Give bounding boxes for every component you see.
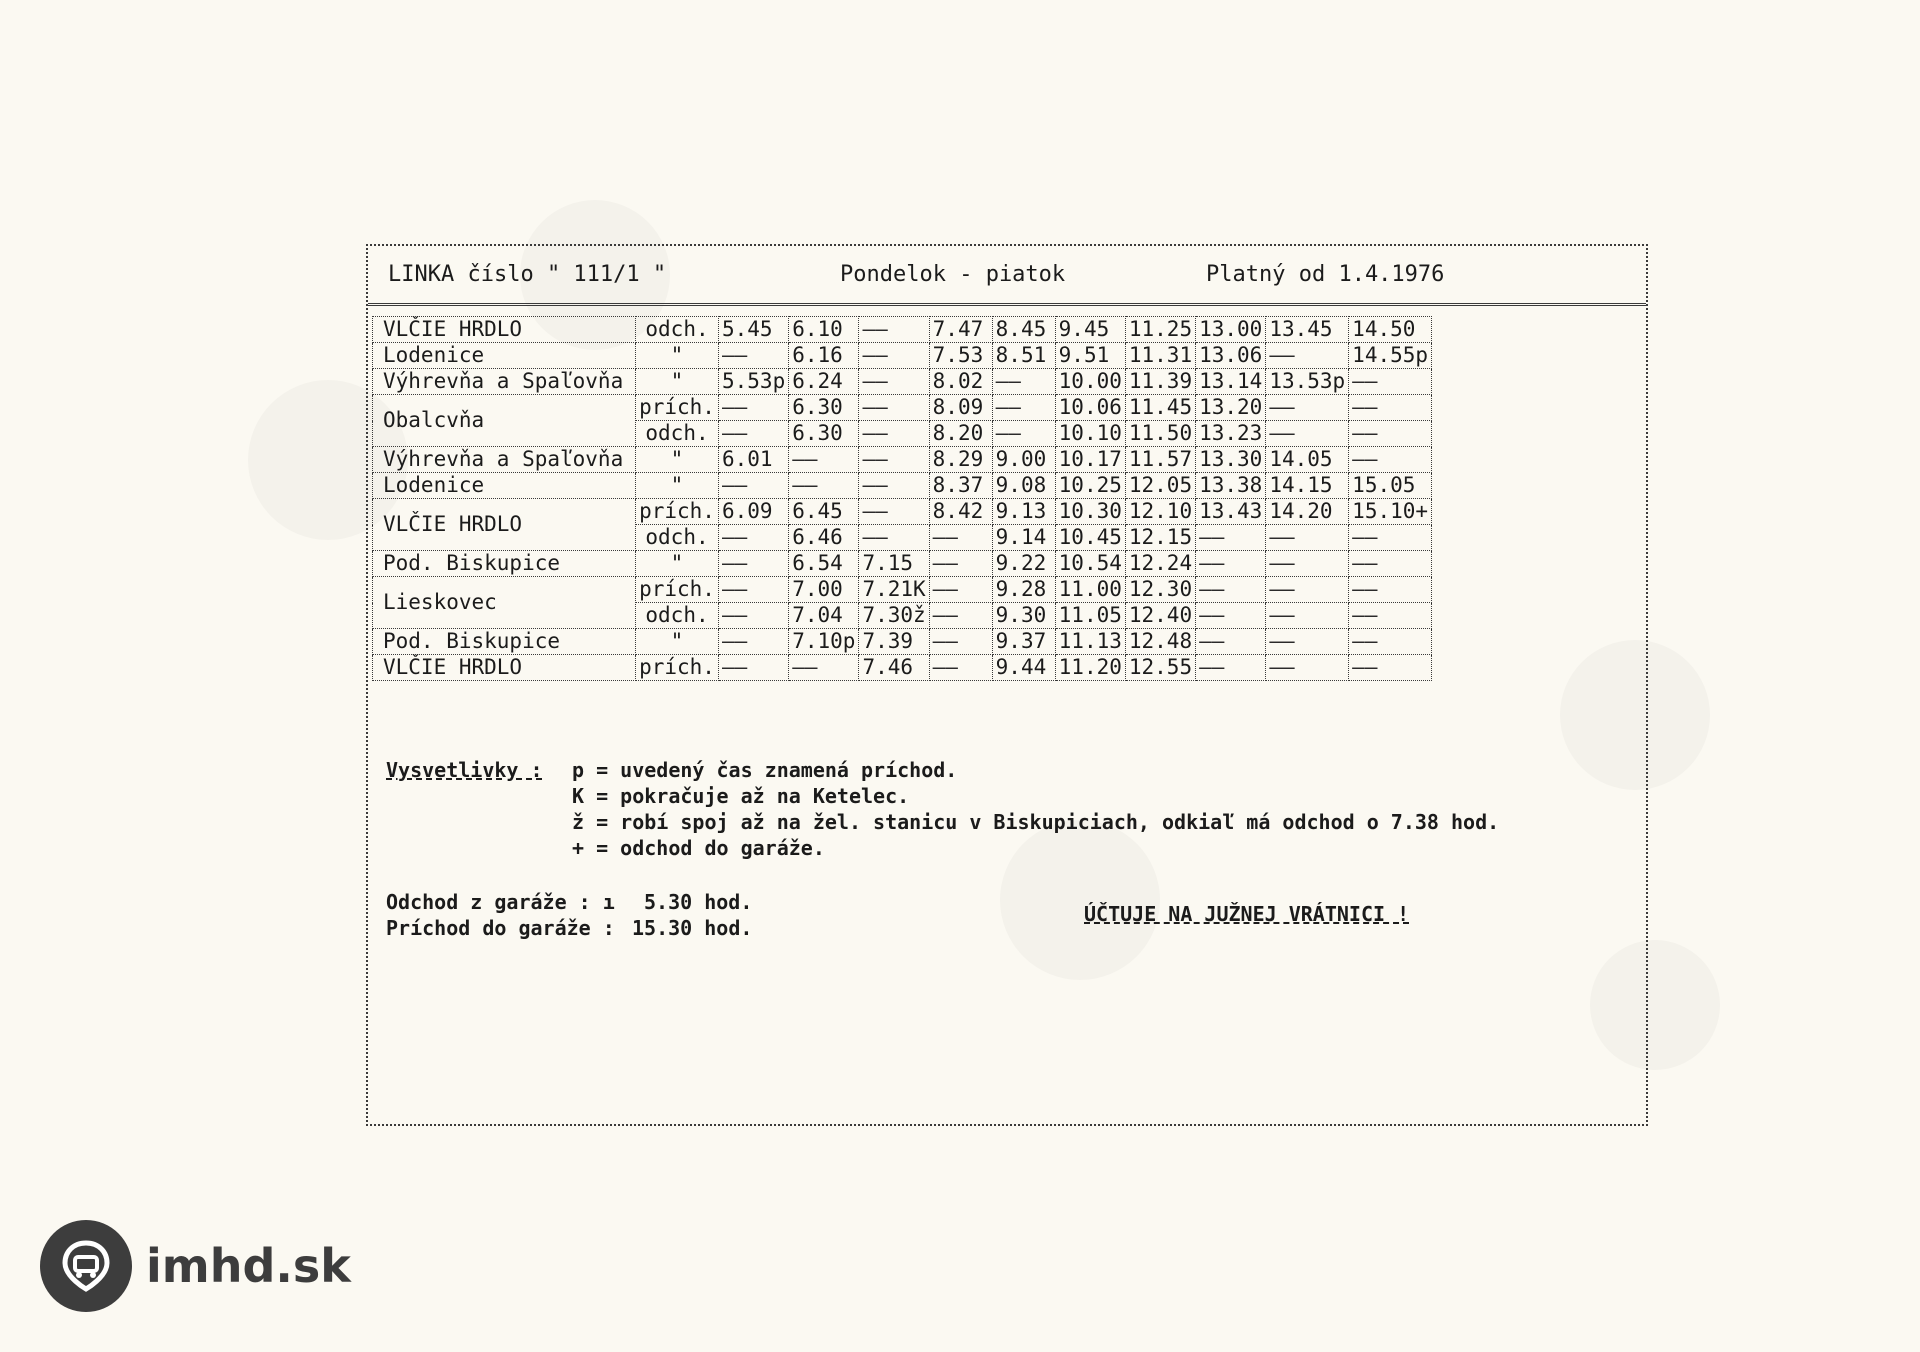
departure-time: 9.00 <box>992 447 1055 473</box>
departure-time: —— <box>719 629 789 655</box>
legend-title: Vysvetlivky : <box>386 758 543 782</box>
arrival-departure-type: odch. <box>636 317 719 343</box>
departure-time: 8.42 <box>929 499 992 525</box>
departure-time: —— <box>1349 655 1432 681</box>
empty-cell <box>1432 343 1559 369</box>
departure-time: —— <box>719 421 789 447</box>
departure-time: 9.08 <box>992 473 1055 499</box>
departure-time: —— <box>1266 655 1349 681</box>
departure-time: 13.14 <box>1196 369 1266 395</box>
departure-time: —— <box>1349 577 1432 603</box>
departure-time: 6.30 <box>789 395 859 421</box>
legend-item: K = pokračuje až na Ketelec. <box>572 784 910 808</box>
departure-time: —— <box>719 551 789 577</box>
departure-time: —— <box>1196 577 1266 603</box>
table-row <box>373 447 1559 473</box>
departure-time: 13.43 <box>1196 499 1266 525</box>
departure-time: 10.54 <box>1055 551 1125 577</box>
garage-in-label: Príchod do garáže : <box>386 916 615 940</box>
departure-time: 7.10p <box>789 629 859 655</box>
table-row <box>373 317 1559 343</box>
table-row <box>373 395 1559 421</box>
departure-time: 9.22 <box>992 551 1055 577</box>
departure-time: 9.44 <box>992 655 1055 681</box>
departure-time: 8.09 <box>929 395 992 421</box>
departure-time: —— <box>719 603 789 629</box>
departure-time: 14.05 <box>1266 447 1349 473</box>
departure-time: 7.30ž <box>859 603 929 629</box>
validity-date: Platný od 1.4.1976 <box>1206 262 1445 287</box>
departure-time: 10.06 <box>1055 395 1125 421</box>
arrival-departure-type: prích. <box>636 395 719 421</box>
empty-cell <box>1432 629 1559 655</box>
departure-time: 9.45 <box>1055 317 1125 343</box>
stop-name: Lodenice <box>373 343 636 369</box>
stop-name: Pod. Biskupice <box>373 629 636 655</box>
arrival-departure-type: " <box>636 629 719 655</box>
departure-time: —— <box>929 525 992 551</box>
empty-cell <box>1432 447 1559 473</box>
arrival-departure-type: odch. <box>636 525 719 551</box>
departure-time: 6.09 <box>719 499 789 525</box>
stop-name: VLČIE HRDLO <box>373 499 636 551</box>
departure-time: 12.10 <box>1125 499 1195 525</box>
departure-time: 15.05 <box>1349 473 1432 499</box>
departure-time: 13.38 <box>1196 473 1266 499</box>
departure-time: —— <box>1266 525 1349 551</box>
departure-time: 9.37 <box>992 629 1055 655</box>
departure-time: 12.40 <box>1125 603 1195 629</box>
departure-time: 11.00 <box>1055 577 1125 603</box>
departure-time: 10.17 <box>1055 447 1125 473</box>
departure-time: —— <box>1196 655 1266 681</box>
departure-time: 11.13 <box>1055 629 1125 655</box>
departure-time: 12.24 <box>1125 551 1195 577</box>
garage-out-label: Odchod z garáže : ı <box>386 890 615 914</box>
departure-time: 6.30 <box>789 421 859 447</box>
departure-time: 8.20 <box>929 421 992 447</box>
stop-name: Obalcvňa <box>373 395 636 447</box>
departure-time: 14.50 <box>1349 317 1432 343</box>
departure-time: —— <box>992 369 1055 395</box>
table-row <box>373 551 1559 577</box>
empty-cell <box>1432 499 1559 525</box>
empty-cell <box>1432 577 1559 603</box>
departure-time: 9.30 <box>992 603 1055 629</box>
departure-time: 11.31 <box>1125 343 1195 369</box>
departure-time: 12.30 <box>1125 577 1195 603</box>
departure-time: —— <box>719 577 789 603</box>
operating-days: Pondelok - piatok <box>840 262 1066 287</box>
departure-time: —— <box>859 499 929 525</box>
departure-time: 11.50 <box>1125 421 1195 447</box>
arrival-departure-type: " <box>636 369 719 395</box>
empty-cell <box>1432 655 1559 681</box>
departure-time: 11.45 <box>1125 395 1195 421</box>
departure-time: —— <box>1196 603 1266 629</box>
departure-time: —— <box>1266 395 1349 421</box>
departure-time: 13.20 <box>1196 395 1266 421</box>
stop-name: Výhrevňa a Spaľovňa <box>373 447 636 473</box>
arrival-departure-type: " <box>636 551 719 577</box>
departure-time: 6.24 <box>789 369 859 395</box>
departure-time: 13.30 <box>1196 447 1266 473</box>
departure-time: —— <box>1349 629 1432 655</box>
departure-time: 12.05 <box>1125 473 1195 499</box>
departure-time: 11.57 <box>1125 447 1195 473</box>
departure-time: 13.53p <box>1266 369 1349 395</box>
departure-time: 7.39 <box>859 629 929 655</box>
departure-time: —— <box>1266 577 1349 603</box>
stop-name: Lodenice <box>373 473 636 499</box>
departure-time: —— <box>859 343 929 369</box>
departure-time: —— <box>859 317 929 343</box>
brand-name: imhd.sk <box>146 1239 351 1293</box>
departure-time: 14.15 <box>1266 473 1349 499</box>
departure-time: —— <box>1266 551 1349 577</box>
table-row <box>373 369 1559 395</box>
departure-time: 10.00 <box>1055 369 1125 395</box>
departure-time: 7.47 <box>929 317 992 343</box>
departure-time: 7.04 <box>789 603 859 629</box>
arrival-departure-type: prích. <box>636 577 719 603</box>
departure-time: 6.45 <box>789 499 859 525</box>
departure-time: —— <box>1196 551 1266 577</box>
empty-cell <box>1432 369 1559 395</box>
empty-cell <box>1432 551 1559 577</box>
departure-time: 7.46 <box>859 655 929 681</box>
line-number: LINKA číslo " 111/1 " <box>388 262 667 287</box>
arrival-departure-type: " <box>636 473 719 499</box>
departure-time: 11.39 <box>1125 369 1195 395</box>
arrival-departure-type: prích. <box>636 655 719 681</box>
departure-time: —— <box>719 655 789 681</box>
table-row <box>373 343 1559 369</box>
empty-cell <box>1432 473 1559 499</box>
departure-time: 13.45 <box>1266 317 1349 343</box>
departure-time: 8.37 <box>929 473 992 499</box>
departure-time: —— <box>1349 603 1432 629</box>
timetable-table <box>372 316 1558 681</box>
departure-time: 10.45 <box>1055 525 1125 551</box>
departure-time: —— <box>1266 603 1349 629</box>
departure-time: —— <box>719 395 789 421</box>
departure-time: —— <box>719 343 789 369</box>
departure-time: 6.16 <box>789 343 859 369</box>
departure-time: 15.10+ <box>1349 499 1432 525</box>
departure-time: —— <box>859 395 929 421</box>
departure-time: —— <box>719 525 789 551</box>
departure-time: 11.25 <box>1125 317 1195 343</box>
arrival-departure-type: prích. <box>636 499 719 525</box>
departure-time: —— <box>929 655 992 681</box>
garage-out-time: 5.30 hod. <box>644 890 753 914</box>
stop-name: Lieskovec <box>373 577 636 629</box>
departure-time: —— <box>1349 395 1432 421</box>
departure-time: 8.45 <box>992 317 1055 343</box>
arrival-departure-type: odch. <box>636 603 719 629</box>
table-row <box>373 655 1559 681</box>
stop-name: VLČIE HRDLO <box>373 655 636 681</box>
departure-time: 9.28 <box>992 577 1055 603</box>
empty-cell <box>1432 317 1559 343</box>
departure-time: —— <box>929 603 992 629</box>
stop-name: VLČIE HRDLO <box>373 317 636 343</box>
empty-cell <box>1432 603 1559 629</box>
departure-time: 9.51 <box>1055 343 1125 369</box>
departure-time: —— <box>992 395 1055 421</box>
departure-time: 12.15 <box>1125 525 1195 551</box>
departure-time: 6.46 <box>789 525 859 551</box>
departure-time: 7.21K <box>859 577 929 603</box>
departure-time: 9.13 <box>992 499 1055 525</box>
departure-time: 8.29 <box>929 447 992 473</box>
departure-time: —— <box>789 473 859 499</box>
departure-time: 11.05 <box>1055 603 1125 629</box>
bus-icon <box>40 1220 132 1312</box>
departure-time: —— <box>1266 421 1349 447</box>
arrival-departure-type: " <box>636 447 719 473</box>
departure-time: 6.54 <box>789 551 859 577</box>
departure-time: —— <box>789 655 859 681</box>
departure-time: 13.00 <box>1196 317 1266 343</box>
legend-item: ž = robí spoj až na žel. stanicu v Biskupiciach, odkiaľ má odchod o 7.38 hod. <box>572 810 1500 834</box>
accounting-note: ÚČTUJE NA JUŽNEJ VRÁTNICI ! <box>1084 902 1410 926</box>
departure-time: —— <box>929 577 992 603</box>
brand-logo[interactable] <box>40 1220 351 1312</box>
departure-time: 8.02 <box>929 369 992 395</box>
departure-time: —— <box>859 447 929 473</box>
departure-time: —— <box>789 447 859 473</box>
timetable-header <box>368 246 1646 306</box>
departure-time: —— <box>1349 447 1432 473</box>
departure-time: 13.06 <box>1196 343 1266 369</box>
departure-time: —— <box>859 369 929 395</box>
departure-time: —— <box>1196 629 1266 655</box>
garage-in-time: 15.30 hod. <box>632 916 753 940</box>
departure-time: —— <box>1266 343 1349 369</box>
departure-time: 13.23 <box>1196 421 1266 447</box>
departure-time: 7.15 <box>859 551 929 577</box>
departure-time: 10.30 <box>1055 499 1125 525</box>
departure-time: 7.00 <box>789 577 859 603</box>
legend-item: p = uvedený čas znamená príchod. <box>572 758 958 782</box>
departure-time: —— <box>859 473 929 499</box>
arrival-departure-type: odch. <box>636 421 719 447</box>
stop-name: Pod. Biskupice <box>373 551 636 577</box>
departure-time: 5.45 <box>719 317 789 343</box>
departure-time: 6.01 <box>719 447 789 473</box>
departure-time: —— <box>929 551 992 577</box>
departure-time: 12.55 <box>1125 655 1195 681</box>
legend-item: + = odchod do garáže. <box>572 836 825 860</box>
departure-time: 10.10 <box>1055 421 1125 447</box>
table-row <box>373 629 1559 655</box>
departure-time: —— <box>1349 369 1432 395</box>
departure-time: —— <box>859 525 929 551</box>
timetable-sheet <box>366 244 1648 1126</box>
departure-time: —— <box>929 629 992 655</box>
departure-time: 6.10 <box>789 317 859 343</box>
departure-time: —— <box>1349 525 1432 551</box>
departure-time: —— <box>719 473 789 499</box>
table-row <box>373 499 1559 525</box>
table-row <box>373 577 1559 603</box>
departure-time: —— <box>992 421 1055 447</box>
departure-time: 9.14 <box>992 525 1055 551</box>
departure-time: 14.20 <box>1266 499 1349 525</box>
departure-time: 8.51 <box>992 343 1055 369</box>
empty-cell <box>1432 525 1559 551</box>
departure-time: 12.48 <box>1125 629 1195 655</box>
departure-time: —— <box>859 421 929 447</box>
departure-time: 7.53 <box>929 343 992 369</box>
arrival-departure-type: " <box>636 343 719 369</box>
empty-cell <box>1432 395 1559 421</box>
table-row <box>373 473 1559 499</box>
departure-time: —— <box>1266 629 1349 655</box>
departure-time: —— <box>1349 551 1432 577</box>
departure-time: —— <box>1196 525 1266 551</box>
stop-name: Výhrevňa a Spaľovňa <box>373 369 636 395</box>
departure-time: 10.25 <box>1055 473 1125 499</box>
departure-time: 5.53p <box>719 369 789 395</box>
empty-cell <box>1432 421 1559 447</box>
departure-time: 14.55p <box>1349 343 1432 369</box>
departure-time: —— <box>1349 421 1432 447</box>
departure-time: 11.20 <box>1055 655 1125 681</box>
